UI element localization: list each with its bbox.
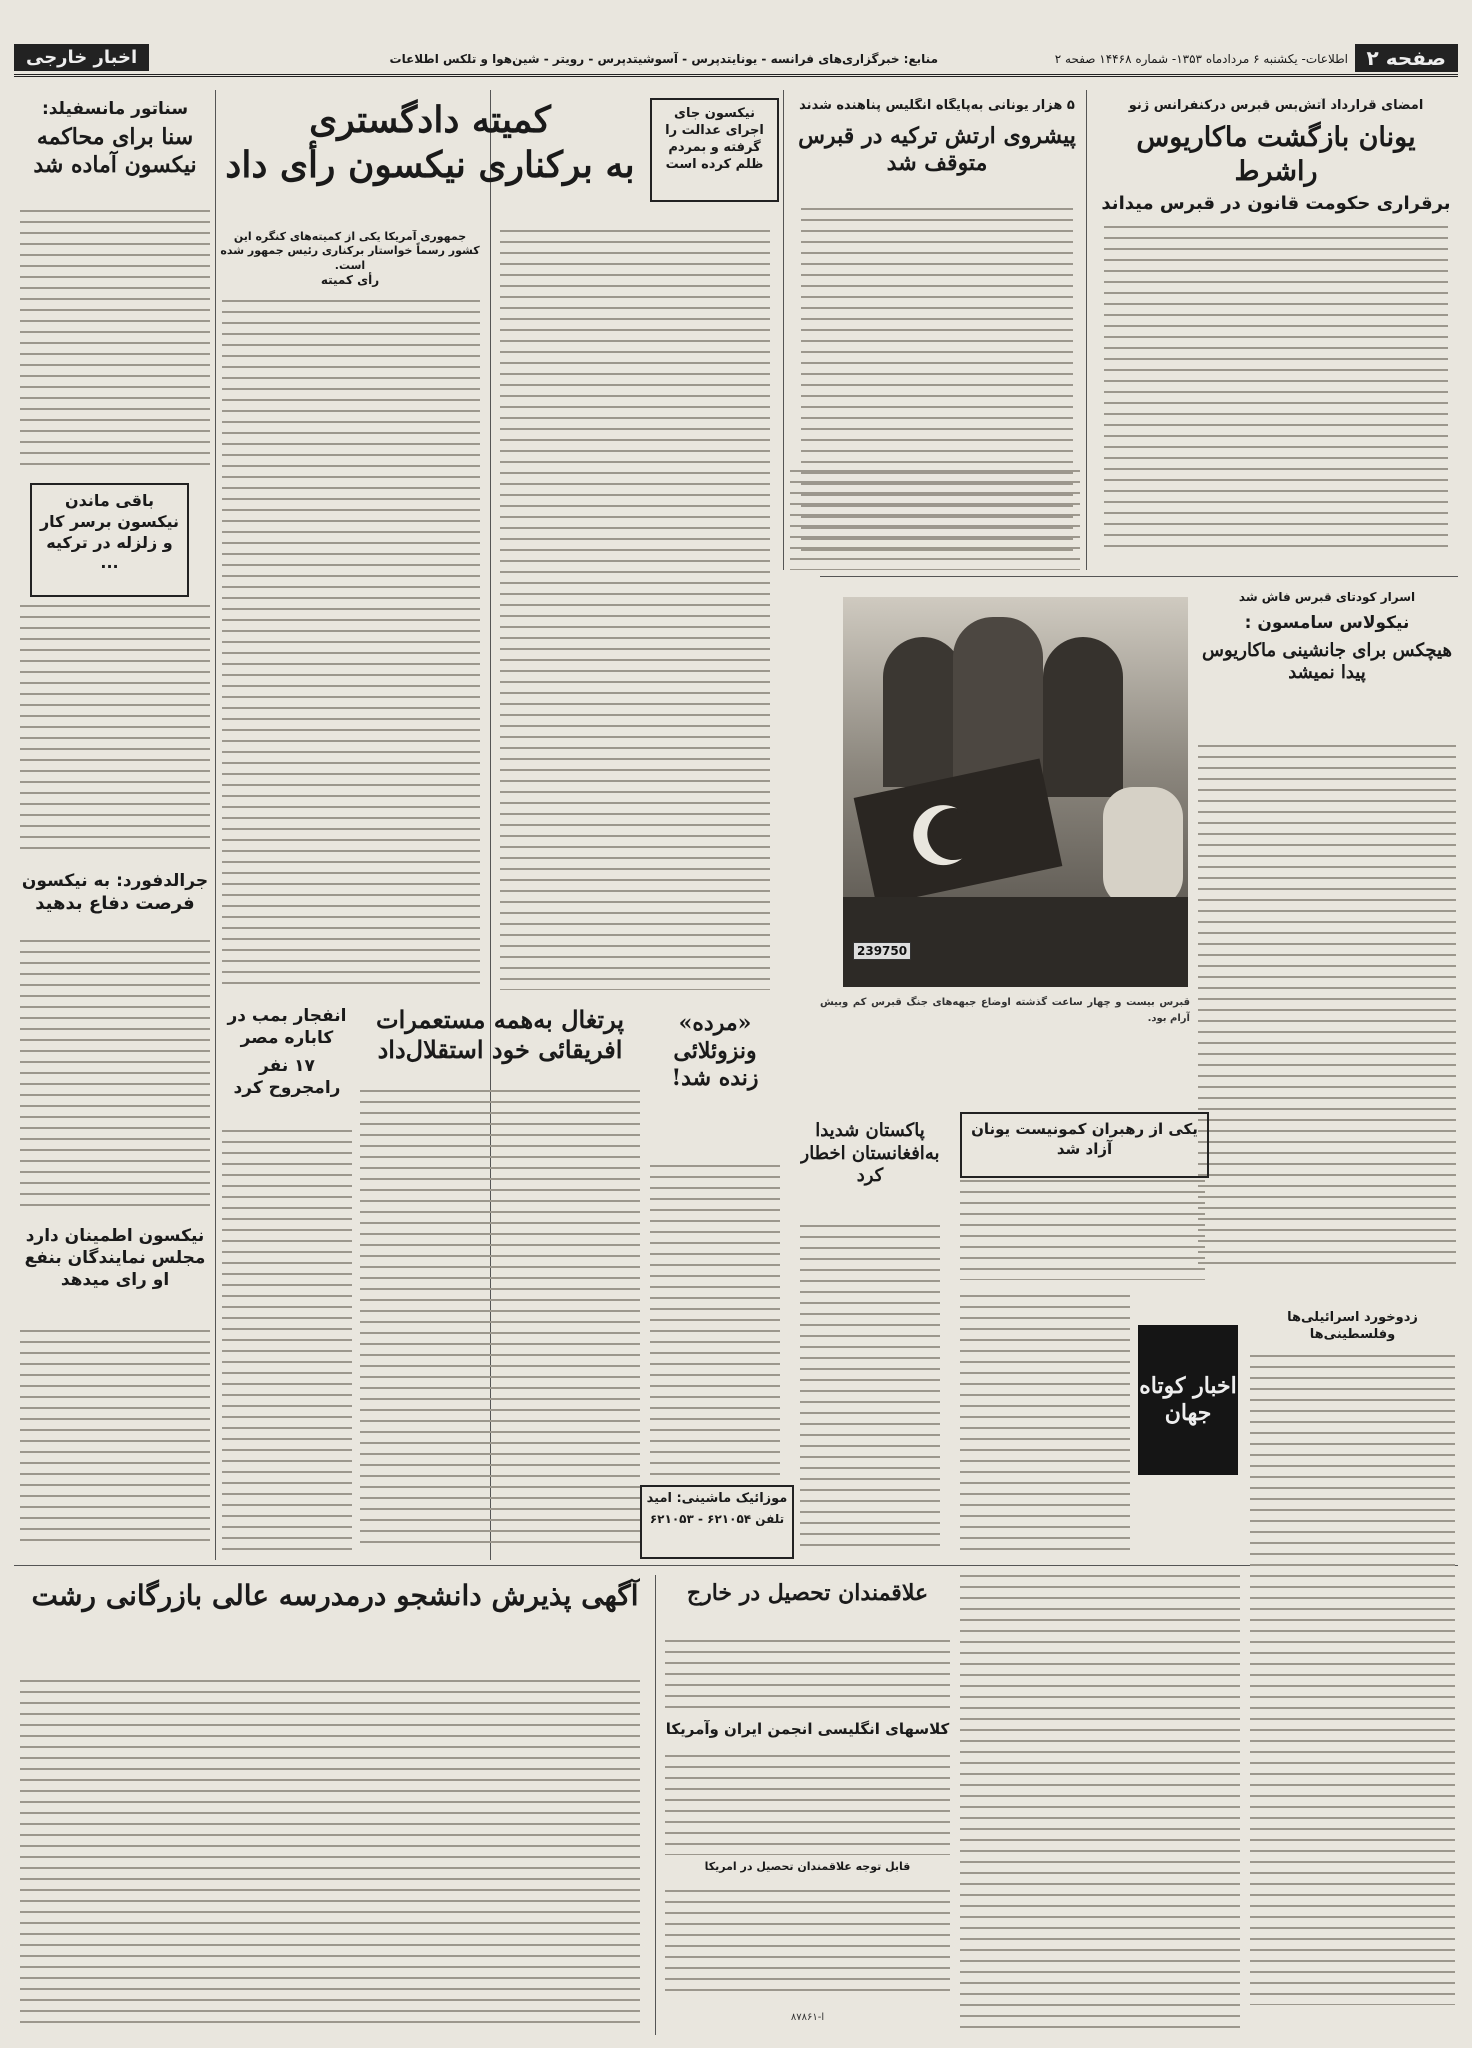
clashes-body-text <box>1250 1355 1455 2005</box>
greece-body-text <box>1104 226 1448 556</box>
short-world-news-badge: اخبار کوتاه جهان <box>1138 1325 1238 1475</box>
committee-sub: جمهوری آمریکا یکی از کمیته‌های کنگره این کشور رسماً خواستار برکناری رئیس جمهور شده است. رأی کمیته <box>220 230 480 287</box>
article-pakistan: پاکستان شدیدا به‌افغانستان اخطار کرد <box>800 1120 940 1186</box>
samson-body-text <box>1198 745 1456 1265</box>
ad-rasht-body-text <box>20 1680 640 2030</box>
stay-box: باقی ماندن نیکسون برسر کار و زلزله در ترکیه ... <box>30 483 189 597</box>
committee-body-col3 <box>790 470 1080 570</box>
article-confident <box>20 1225 210 1325</box>
article-communist: یکی از رهبران کمونیست یونان آزاد شد <box>960 1112 1209 1178</box>
ad-mosaic-name: موزائیک ماشینی: امید <box>646 1491 788 1506</box>
ad-rasht: آگهی پذیرش دانشجو درمدرسه عالی بازرگانی رشت <box>31 1579 639 1612</box>
section-title: اخبار خارجی <box>14 44 149 71</box>
article-venezuela: «مرده» ونزوئلائی زنده شد! <box>671 1010 759 1091</box>
cyprus-photo <box>843 597 1188 987</box>
samson-title: نیکولاس سامسون : <box>1244 612 1410 633</box>
article-bomb <box>222 1005 352 1125</box>
samson-headline: هیچکس برای جانشینی ماکاریوس پیدا نمیشد <box>1202 639 1452 684</box>
turkey-headline: پیشروی ارتش ترکیه در قبرس متوقف شد <box>798 122 1076 177</box>
nixon-quote-box: نیکسون جای اجرای عدالت را گرفته و بمردم ظلم کرده است <box>650 98 779 202</box>
mansfield-headline: سنا برای محاکمه نیکسون آماده شد <box>33 124 197 178</box>
ford-sub: فرصت دفاع بدهید <box>35 893 195 915</box>
bomb-sub: ۱۷ نفر رامجروح کرد <box>233 1056 341 1099</box>
license-plate: 239750 <box>853 942 911 960</box>
photo-caption: قبرس بیست و چهار ساعت گذشته اوضاع جبهه‌های جنگ قبرس کم وبیش آرام بود. <box>820 997 1190 1024</box>
article-greece <box>1096 98 1456 568</box>
committee-headline-1: کمیته دادگستری <box>309 99 551 141</box>
confident-headline: نیکسون اطمینان دارد مجلس نمایندگان بنفع او رای میدهد <box>24 1226 206 1291</box>
ford-body-text <box>20 940 210 1210</box>
ad-abroad-class-text <box>665 1755 950 1855</box>
ford-title: جرالدفورد: به نیکسون <box>21 871 209 891</box>
misc-news-body-text <box>960 1575 1240 2030</box>
bomb-body-text <box>222 1130 352 1550</box>
committee-headline-2: به برکناری نیکسون رأی داد <box>225 144 635 186</box>
ad-abroad <box>665 1580 950 1630</box>
confident-body-text <box>20 1330 210 1550</box>
ad-abroad-headline: علاقمندان تحصیل در خارج <box>686 1580 929 1606</box>
committee-body-col2 <box>500 230 770 990</box>
issue-info: اطلاعات- یکشنبه ۶ مردادماه ۱۳۵۳- شماره ۱۴۴۶۸ صفحه ۲ <box>1054 52 1348 66</box>
stay-body-text <box>20 605 210 855</box>
mansfield-body-text <box>20 210 210 470</box>
samson-kicker: اسرار کودتای قبرس فاش شد <box>1238 590 1416 604</box>
ad-abroad-class: کلاسهای انگلیسی انجمن ایران وآمریکا <box>665 1720 950 1738</box>
ad-code: ا-۸۷۸۶۱ <box>790 2012 825 2023</box>
greece-kicker: امضای قرارداد آتش‌بس قبرس درکنفرانس ژنو <box>1128 98 1424 113</box>
venezuela-body-text <box>650 1165 780 1475</box>
page-number: صفحه ۲ <box>1355 44 1458 72</box>
article-ford <box>20 870 210 930</box>
ad-abroad-notice: قابل توجه علاقمندان تحصیل در امریکا <box>704 1860 911 1873</box>
portugal-body-text <box>360 1090 640 1550</box>
page-header <box>14 44 1458 77</box>
bomb-headline: انفجار بمب در کاباره مصر <box>227 1006 347 1049</box>
ad-mosaic-phone: تلفن ۶۲۱۰۵۴ - ۶۲۱۰۵۳ <box>649 1511 785 1526</box>
article-clashes: زدوخورد اسرائیلی‌ها وفلسطینی‌ها <box>1287 1310 1418 1342</box>
article-samson <box>1198 590 1456 740</box>
mansfield-title: سناتور مانسفیلد: <box>41 99 189 119</box>
greece-subheadline: برقراری حکومت قانون در قبرس میداند <box>1101 193 1451 215</box>
ad-abroad-notice-text <box>665 1890 950 2000</box>
pakistan-body-text <box>800 1225 940 1555</box>
ad-mosaic <box>640 1485 794 1559</box>
news-sources: منابع: خبرگزاری‌های فرانسه - یونایتدپرس - آسوشیتدپرس - رویتر - شین‌هوا و تلکس اطلاعات <box>389 52 938 66</box>
article-mansfield <box>20 98 210 208</box>
article-committee <box>220 98 640 198</box>
turkey-kicker: ۵ هزار یونانی به‌پایگاه انگلیس پناهنده شدند <box>799 98 1075 113</box>
article-portugal: پرتغال به‌همه مستعمرات افریقائی خود استقلال‌داد <box>375 1005 625 1064</box>
communist-body-text <box>960 1180 1205 1280</box>
ad-abroad-body-text <box>665 1640 950 1710</box>
committee-body-col1 <box>222 300 480 990</box>
short-news-body-text <box>960 1295 1130 1555</box>
greece-headline: یونان بازگشت ماکاریوس راشرط <box>1136 121 1416 187</box>
